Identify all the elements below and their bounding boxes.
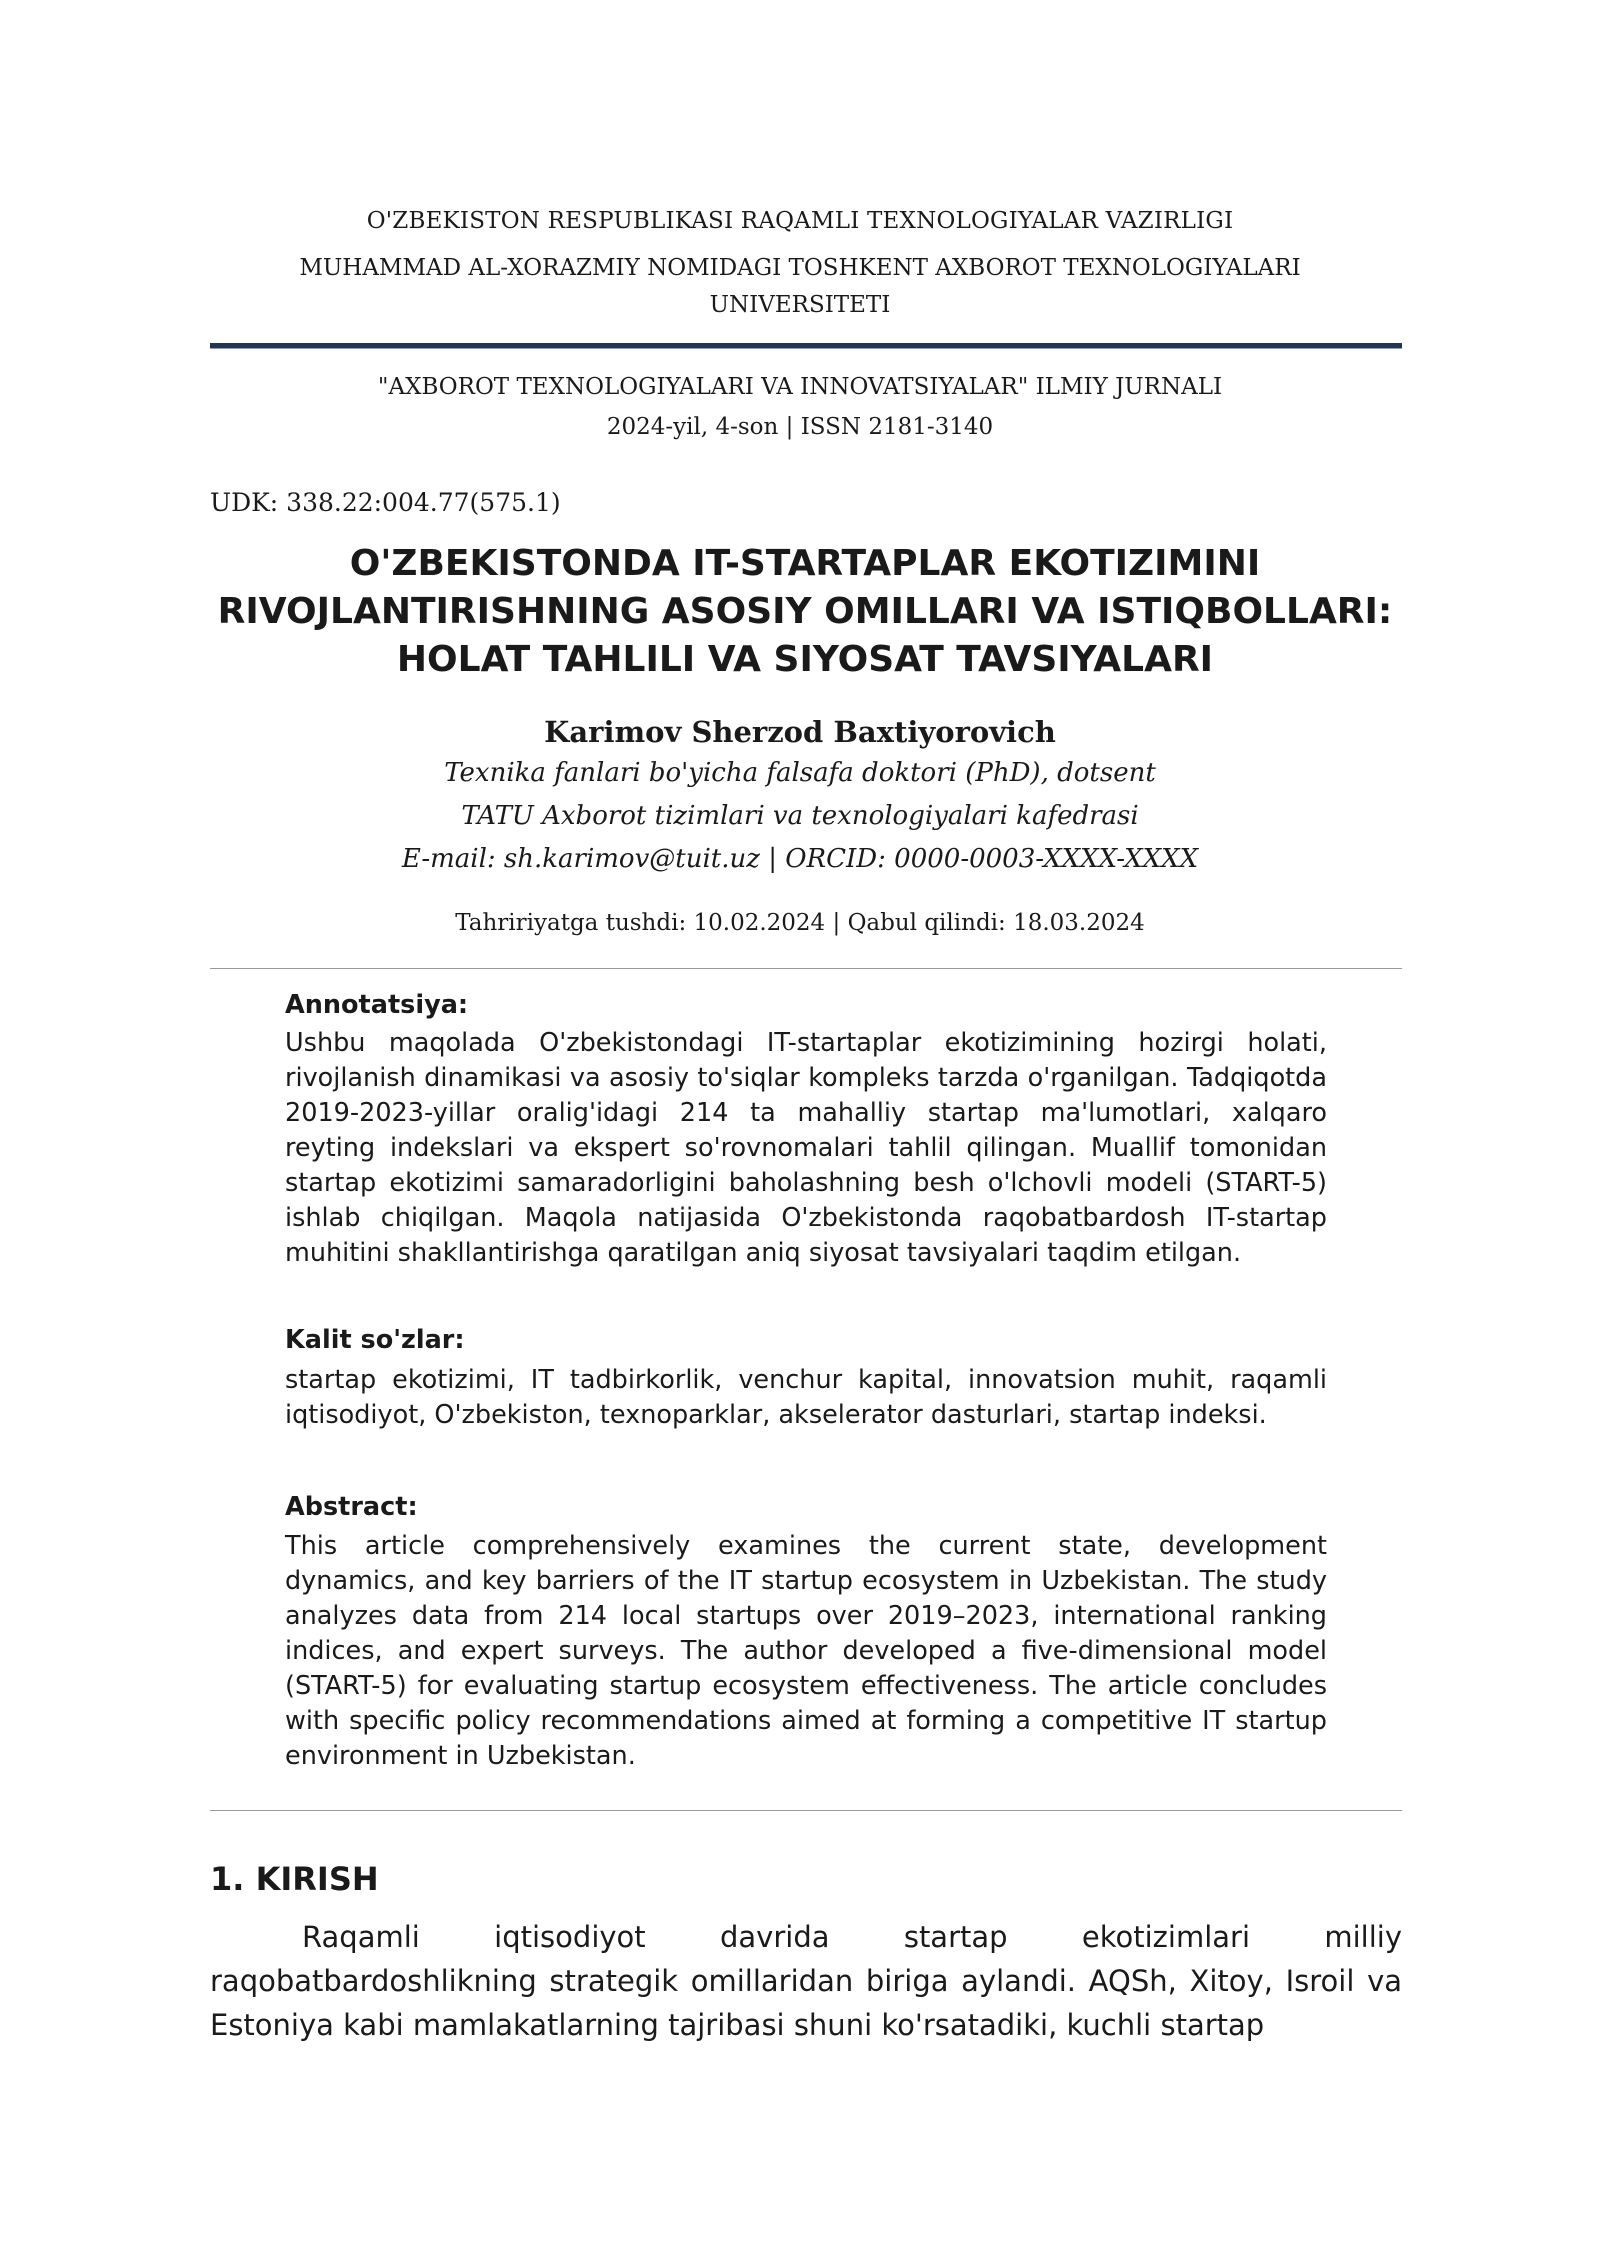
udk-code: UDK: 338.22:004.77(575.1) <box>210 488 561 517</box>
author-position: Texnika fanlari bo'yicha falsafa doktori (PhD), dotsent <box>444 758 1156 788</box>
annotation-text: Ushbu maqolada O'zbekistondagi IT-startaplar ekotizimining hozirgi holati, rivojlanish dinamikasi va asosiy to'siqlar kompleks tarzda o'rganilgan. Tadqiqotda 2019-2023-yillar oralig'idagi 214 ta mahalliy startap ma'lumotlari, xalqaro reyting indekslari va ekspert so'rovnomalari tahlil qilingan. Muallif tomonidan startap ekotizimi samaradorligini baholashning besh o'lchovli modeli (START-5) ishlab chiqilgan. Maqola natijasida O'zbekistonda raqobatbardosh IT-startap muhitini shakllantirishga qaratilgan aniq siyosat tavsiyalari taqdim etilgan. <box>285 1028 1327 1268</box>
ministry-name: O'ZBEKISTON RESPUBLIKASI RAQAMLI TEXNOLOGIYALAR VAZIRLIGI <box>366 208 1234 234</box>
section-text: Raqamli iqtisodiyot davrida startap ekotizimlari milliy raqobatbardoshlikning strategik omillaridan biriga aylandi. AQSh, Xitoy, Isroil va Estoniya kabi mamlakatlarning tajribasi shuni ko'rsatadiki, kuchli startap <box>210 1920 1402 2042</box>
keywords-heading: Kalit so'zlar: <box>285 1325 465 1355</box>
author-contact: E-mail: sh.karimov@tuit.uz | ORCID: 0000-0003-XXXX-XXXX <box>401 844 1199 874</box>
section-heading: 1. KIRISH <box>210 1860 379 1898</box>
journal-issue: 2024-yil, 4-son | ISSN 2181-3140 <box>606 414 994 440</box>
author-name: Karimov Sherzod Baxtiyorovich <box>544 715 1056 749</box>
annotation-heading: Annotatsiya: <box>285 990 469 1020</box>
article-title: O'ZBEKISTONDA IT-STARTAPLAR EKOTIZIMINI RIVOJLANTIRISHNING ASOSIY OMILLARI VA ISTIQBOLLARI: HOLAT TAHLILI VA SIYOSAT TAVSIYALARI <box>217 543 1393 680</box>
divider-top <box>210 968 1402 969</box>
keywords-text: startap ekotizimi, IT tadbirkorlik, venchur kapital, innovatsion muhit, raqamli iqtisodiyot, O'zbekiston, texnoparklar, akselerator dasturlari, startap indeksi. <box>285 1365 1327 1430</box>
submission-dates: Tahririyatga tushdi: 10.02.2024 | Qabul qilindi: 18.03.2024 <box>455 910 1145 936</box>
abstract-text: This article comprehensively examines the current state, development dynamics, and key barriers of the IT startup ecosystem in Uzbekistan. The study analyzes data from 214 local startups over 2019–2023, international ranking indices, and expert surveys. The author developed a five-dimensional model (START-5) for evaluating startup ecosystem effectiveness. The article concludes with specific policy recommendations aimed at forming a competitive IT startup environment in Uzbekistan. <box>285 1531 1327 1771</box>
university-name: MUHAMMAD AL-XORAZMIY NOMIDAGI TOSHKENT AXBOROT TEXNOLOGIYALARI UNIVERSITETI <box>299 255 1301 318</box>
header-divider <box>210 343 1402 349</box>
divider-bottom <box>210 1810 1402 1811</box>
journal-name: "AXBOROT TEXNOLOGIYALARI VA INNOVATSIYALAR" ILMIY JURNALI <box>377 374 1223 400</box>
abstract-heading: Abstract: <box>285 1492 418 1522</box>
author-department: TATU Axborot tizimlari va texnologiyalari kafedrasi <box>461 801 1139 831</box>
